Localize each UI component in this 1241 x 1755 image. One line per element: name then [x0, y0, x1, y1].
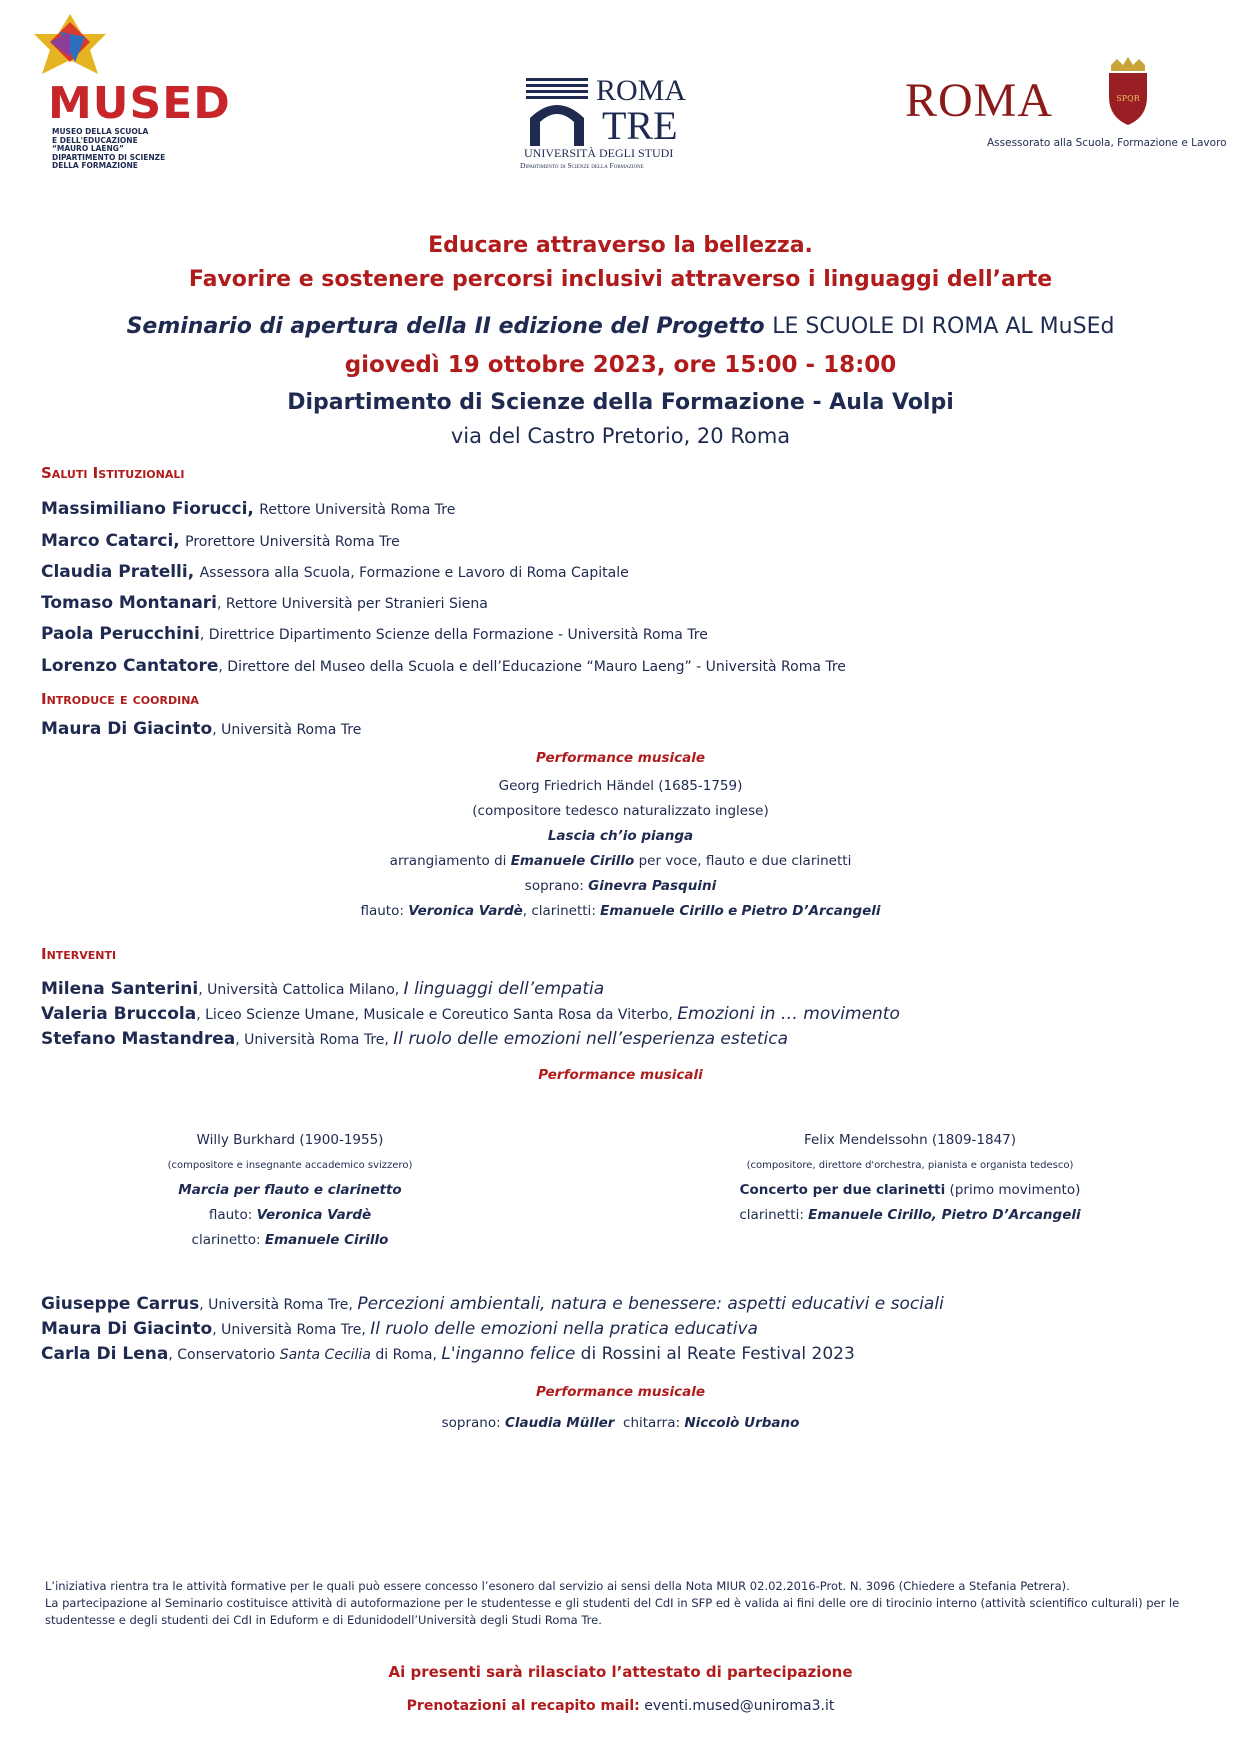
- performance-3-musicians: soprano: Claudia Müller chitarra: Niccolò Urbano: [441, 1415, 800, 1431]
- coordina-person: Maura Di Giacinto, Università Roma Tre: [41, 719, 362, 739]
- interventi-person: Stefano Mastandrea, Università Roma Tre, Il ruolo delle emozioni nell’esperienza estetica: [41, 1029, 788, 1049]
- roma-crest-icon: [1103, 57, 1153, 127]
- footer-note-2: La partecipazione al Seminario costituisce attività di autoformazione per le studentesse e gli studenti del CdI in SFP ed è valida ai fini delle ore di tirocinio interno (attività scientifico culturali) per le studentesse e degli studenti dei CdI in Eduform e di Edunidodell’Università degli Studi Roma Tre.: [45, 1596, 1180, 1627]
- saluti-person: Massimiliano Fiorucci, Rettore Università Roma Tre: [41, 499, 456, 519]
- title-line-2: Favorire e sostenere percorsi inclusivi attraverso i linguaggi dell’arte: [188, 267, 1053, 292]
- performance-2-title: Performance musicali: [538, 1067, 703, 1083]
- interventi-person: Milena Santerini, Università Cattolica Milano, I linguaggi dell’empatia: [41, 979, 605, 999]
- mused-wordmark: MUSED: [48, 78, 231, 129]
- footer-note-1: L’iniziativa rientra tra le attività formative per le quali può essere concesso l’esonero dal servizio ai sensi della Nota MIUR 02.02.2016-Prot. N. 3096 (Chiedere a Stefania Petrera).: [45, 1579, 1070, 1593]
- footer-notes: [45, 1578, 1205, 1629]
- performance-2-right: [700, 1128, 1120, 1228]
- attestato-notice: Ai presenti sarà rilasciato l’attestato di partecipazione: [388, 1663, 853, 1681]
- performance-1-composer: Georg Friedrich Händel (1685-1759): [498, 778, 743, 794]
- saluti-person: Claudia Pratelli, Assessora alla Scuola, Formazione e Lavoro di Roma Capitale: [41, 562, 629, 582]
- event-subtitle: [0, 265, 1241, 294]
- performance-3-title: Performance musicale: [535, 1384, 706, 1400]
- performance-2-right-piece: Concerto per due clarinetti (primo movimento): [739, 1182, 1081, 1198]
- roma-wordmark: ROMA: [905, 74, 1054, 127]
- performance-1: [0, 746, 1241, 924]
- booking-line: [0, 1698, 1241, 1714]
- interventi-person: Maura Di Giacinto, Università Roma Tre, Il ruolo delle emozioni nella pratica educativa: [41, 1319, 758, 1339]
- performance-1-piece: Lascia ch’io pianga: [547, 828, 694, 844]
- coordina-heading: Introduce e coordina: [41, 690, 199, 708]
- romatre-universita: UNIVERSITÀ DEGLI STUDI: [524, 146, 674, 160]
- event-title: [0, 231, 1241, 260]
- performance-1-composer-note: (compositore tedesco naturalizzato inglese): [472, 803, 769, 819]
- performance-2-left-flauto: flauto: Veronica Vardè: [208, 1207, 372, 1223]
- performance-1-arrangement: arrangiamento di Emanuele Cirillo per voce, flauto e due clarinetti: [389, 853, 852, 869]
- performance-2-right-composer: Felix Mendelssohn (1809-1847): [803, 1132, 1017, 1148]
- booking-label: Prenotazioni al recapito mail:: [406, 1698, 640, 1714]
- performance-1-musicians: flauto: Veronica Vardè, clarinetti: Emanuele Cirillo e Pietro D’Arcangeli: [360, 903, 881, 919]
- performance-2-left: [120, 1128, 460, 1253]
- performance-2-left-clarinetto: clarinetto: Emanuele Cirillo: [191, 1232, 389, 1248]
- booking-email-link[interactable]: eventi.mused@uniroma3.it: [644, 1698, 835, 1714]
- title-line-1: Educare attraverso la bellezza.: [428, 233, 813, 258]
- roma-assessorato-caption: Assessorato alla Scuola, Formazione e Lavoro: [987, 137, 1227, 149]
- seminar-project: LE SCUOLE DI ROMA AL MuSEd: [772, 314, 1115, 339]
- romatre-roma: ROMA: [596, 74, 687, 107]
- performance-2-right-clarinetti: clarinetti: Emanuele Cirillo, Pietro D’Arcangeli: [739, 1207, 1081, 1223]
- saluti-person: Lorenzo Cantatore, Direttore del Museo della Scuola e dell’Educazione “Mauro Laeng” - Università Roma Tre: [41, 656, 846, 676]
- saluti-person: Marco Catarci, Prorettore Università Roma Tre: [41, 531, 400, 551]
- performance-1-soprano: soprano: Ginevra Pasquini: [524, 878, 717, 894]
- romatre-dipartimento: Dipartimento di Scienze della Formazione: [520, 161, 644, 170]
- performance-2-left-piece: Marcia per flauto e clarinetto: [178, 1182, 402, 1198]
- saluti-person: Paola Perucchini, Direttrice Dipartimento Scienze della Formazione - Università Roma Tre: [41, 624, 708, 644]
- mused-logo: [30, 12, 240, 172]
- performance-3: [0, 1380, 1241, 1436]
- performance-1-title: Performance musicale: [535, 750, 706, 766]
- interventi-person: Carla Di Lena, Conservatorio Santa Cecilia di Roma, L'inganno felice di Rossini al Reate Festival 2023: [41, 1344, 855, 1364]
- seminar-line: [0, 314, 1241, 339]
- roma-capitale-logo: [905, 55, 1227, 175]
- performance-2-left-note: (compositore e insegnante accademico svizzero): [167, 1160, 413, 1171]
- interventi-person: Valeria Bruccola, Liceo Scienze Umane, Musicale e Coreutico Santa Rosa da Viterbo, Emozioni in … movimento: [41, 1004, 900, 1024]
- interventi-person: Giuseppe Carrus, Università Roma Tre, Percezioni ambientali, natura e benessere: aspetti educativi e sociali: [41, 1294, 944, 1314]
- romatre-logo: [520, 74, 690, 178]
- mused-subtitle: MUSEO DELLA SCUOLA E DELL'EDUCAZIONE “MAURO LAENG” DIPARTIMENTO DI SCIENZE DELLA FORMAZIONE: [52, 127, 166, 170]
- roma-crest-text: SPQR: [1116, 94, 1140, 103]
- saluti-person: Tomaso Montanari, Rettore Università per Stranieri Siena: [41, 593, 488, 613]
- romatre-building-icon: [526, 78, 588, 148]
- event-address: via del Castro Pretorio, 20 Roma: [450, 424, 791, 448]
- performance-2-right-note: (compositore, direttore d'orchestra, pianista e organista tedesco): [746, 1160, 1074, 1171]
- romatre-tre: TRE: [602, 103, 678, 148]
- event-date: giovedì 19 ottobre 2023, ore 15:00 - 18:00: [344, 352, 897, 378]
- seminar-italic: Seminario di apertura della II edizione del Progetto: [126, 314, 765, 339]
- event-venue: Dipartimento di Scienze della Formazione - Aula Volpi: [287, 390, 954, 415]
- interventi-heading: Interventi: [41, 945, 117, 963]
- saluti-heading: Saluti Istituzionali: [41, 464, 185, 482]
- mused-star-icon: [30, 12, 110, 82]
- performance-2-left-composer: Willy Burkhard (1900-1955): [196, 1132, 384, 1148]
